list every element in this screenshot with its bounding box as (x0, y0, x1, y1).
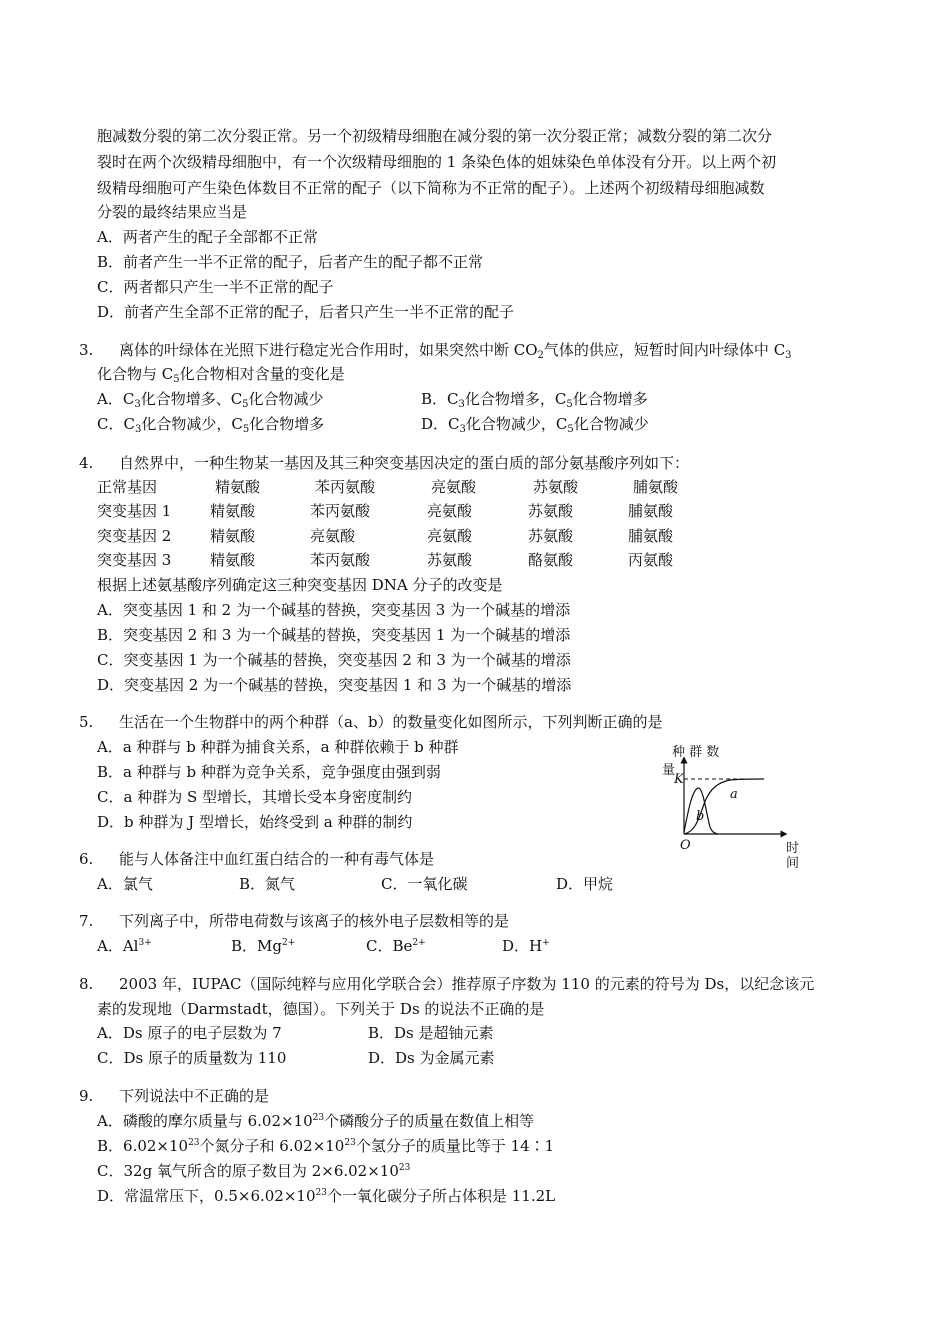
table-cell: 突变基因 1 (97, 502, 172, 520)
q3-option-d: D．$C_3$化合物减少，$C_5$化合物减少 (421, 415, 649, 435)
q9-number: 9. (79, 1087, 94, 1105)
q3-stem: 离体的叶绿体在光照下进行稳定光合作用时，如果突然中断 $CO_2$气体的供应，短暂时间内叶绿体中 $C_3$ (119, 341, 792, 361)
q6-stem: 能与人体备注中血红蛋白结合的一种有毒气体是 (119, 850, 435, 868)
table-cell: 苏氨酸 (533, 478, 579, 496)
q7-option-d: D．H+ (502, 937, 550, 955)
q7-option-b: B．$Mg^{2+}$ (231, 937, 296, 955)
graph-xlabel: 时 (786, 841, 800, 856)
continuation-line-2: 裂时在两个次级精母细胞中，有一个次级精母细胞的 1 条染色体的姐妹染色单体没有分开。以上两个初 (97, 153, 777, 171)
q6-option-d: D．甲烷 (556, 875, 614, 893)
q3-option-a: A．$C_3$化合物增多、$C_5$化合物减少 (97, 390, 324, 410)
q7-stem: 下列离子中，所带电荷数与该离子的核外电子层数相等的是 (119, 912, 510, 930)
table-cell: 精氨酸 (210, 551, 256, 569)
q5-option-a: A．a 种群与 b 种群为捕食关系，a 种群依赖于 b 种群 (97, 738, 459, 756)
q5-option-b: B．a 种群与 b 种群为竞争关系，竞争强度由强到弱 (97, 763, 441, 781)
q6-option-b: B．氮气 (239, 875, 296, 893)
continuation-line-3: 级精母细胞可产生染色体数目不正常的配子（以下简称为不正常的配子）。上述两个初级精母细胞减数 (97, 179, 765, 197)
table-cell: 亮氨酸 (427, 527, 473, 545)
graph-ylabel: 种 群 数 (672, 745, 720, 760)
q7-option-c: C．$Be^{2+}$ (366, 937, 426, 955)
table-cell: 苯丙氨酸 (315, 478, 376, 496)
table-cell: 精氨酸 (215, 478, 261, 496)
q3-option-c: C．$C_3$化合物减少，$C_5$化合物增多 (97, 415, 325, 435)
q9-option-b: B．$6.02\times 10^{23}$个氮分子和 $6.02\times 10^{23}$个氢分子的质量比等于 14∶1 (97, 1137, 555, 1155)
table-cell: 脯氨酸 (628, 502, 674, 520)
graph-ylabel-2: 量 (662, 763, 676, 778)
q4-option-c: C．突变基因 1 为一个碱基的替换，突变基因 2 和 3 为一个碱基的增添 (97, 651, 571, 669)
table-cell: 精氨酸 (210, 527, 256, 545)
table-cell: 苯丙氨酸 (310, 502, 371, 520)
population-graph (660, 742, 810, 872)
table-cell: 亮氨酸 (431, 478, 477, 496)
q8-number: 8. (79, 975, 94, 993)
q2-option-b: B．前者产生一半不正常的配子，后者产生的配子都不正常 (97, 253, 484, 271)
table-cell: 正常基因 (97, 478, 158, 496)
origin-label: O (680, 838, 691, 853)
q7-number: 7. (79, 912, 94, 930)
q4-number: 4. (79, 454, 94, 472)
table-cell: 苯丙氨酸 (310, 551, 371, 569)
q8-option-b: B．Ds 是超铀元素 (368, 1024, 494, 1042)
q8-stem-line2: 素的发现地（Darmstadt，德国）。下列关于 Ds 的说法不正确的是 (97, 1000, 545, 1018)
q9-option-d: D．常温常压下，$0.5\times 6.02\times 10^{23}$个一氧化碳分子所占体积是 11.2L (97, 1187, 556, 1205)
q6-option-a: A．氯气 (97, 875, 153, 893)
q3-number: 3. (79, 341, 94, 359)
q8-stem: 2003 年，IUPAC（国际纯粹与应用化学联合会）推荐原子序数为 110 的元素的符号为 Ds，以纪念该元 (119, 975, 815, 993)
q3-stem-line2: 化合物与 $C_5$化合物相对含量的变化是 (97, 365, 345, 385)
q3-option-b: B．$C_3$化合物增多，$C_5$化合物增多 (421, 390, 648, 410)
q4-option-b: B．突变基因 2 和 3 为一个碱基的替换，突变基因 1 为一个碱基的增添 (97, 626, 571, 644)
q5-option-d: D．b 种群为 J 型增长，始终受到 a 种群的制约 (97, 813, 413, 831)
table-cell: 亮氨酸 (310, 527, 356, 545)
q7-option-a: A．$Al^{3+}$ (97, 937, 152, 955)
continuation-line-4: 分裂的最终结果应当是 (97, 203, 248, 221)
table-cell: 亮氨酸 (427, 502, 473, 520)
q4-question: 根据上述氨基酸序列确定这三种突变基因 DNA 分子的改变是 (97, 576, 503, 594)
q5-stem: 生活在一个生物群中的两个种群（a、b）的数量变化如图所示，下列判断正确的是 (119, 713, 663, 731)
continuation-line-1: 胞减数分裂的第二次分裂正常。另一个初级精母细胞在减分裂的第一次分裂正常；减数分裂的第二次分 (97, 127, 773, 145)
table-cell: 丙氨酸 (628, 551, 674, 569)
table-cell: 精氨酸 (210, 502, 256, 520)
q9-stem: 下列说法中不正确的是 (119, 1087, 270, 1105)
curve-b-label: b (696, 809, 705, 824)
graph-xlabel-2: 间 (786, 856, 800, 871)
table-cell: 苏氨酸 (427, 551, 473, 569)
q4-option-a: A．突变基因 1 和 2 为一个碱基的替换，突变基因 3 为一个碱基的增添 (97, 601, 571, 619)
table-cell: 脯氨酸 (633, 478, 679, 496)
table-cell: 酪氨酸 (528, 551, 574, 569)
q2-option-d: D．前者产生全部不正常的配子，后者只产生一半不正常的配子 (97, 303, 515, 321)
q8-option-c: C．Ds 原子的质量数为 110 (97, 1049, 287, 1067)
q8-option-a: A．Ds 原子的电子层数为 7 (97, 1024, 282, 1042)
table-cell: 突变基因 3 (97, 551, 172, 569)
q5-option-c: C．a 种群为 S 型增长，其增长受本身密度制约 (97, 788, 413, 806)
q8-option-d: D．Ds 为金属元素 (368, 1049, 495, 1067)
q4-stem: 自然界中，一种生物某一基因及其三种突变基因决定的蛋白质的部分氨基酸序列如下： (119, 454, 690, 472)
q2-option-c: C．两者都只产生一半不正常的配子 (97, 278, 334, 296)
curve-a-label: a (730, 787, 738, 802)
q5-number: 5. (79, 713, 94, 731)
q9-option-a: A．磷酸的摩尔质量与 $6.02\times 10^{23}$个磷酸分子的质量在数值上相等 (97, 1112, 535, 1130)
q2-option-a: A．两者产生的配子全部都不正常 (97, 228, 318, 246)
table-cell: 突变基因 2 (97, 527, 172, 545)
table-cell: 苏氨酸 (528, 527, 574, 545)
q6-option-c: C．一氧化碳 (381, 875, 468, 893)
k-label: K (674, 772, 684, 787)
q6-number: 6. (79, 850, 94, 868)
q9-option-c: C．32g 氧气所含的原子数目为 $2\times 6.02\times 10^{23}$ (97, 1162, 411, 1180)
curve-a (684, 779, 764, 834)
table-cell: 脯氨酸 (628, 527, 674, 545)
q4-option-d: D．突变基因 2 为一个碱基的替换，突变基因 1 和 3 为一个碱基的增添 (97, 676, 572, 694)
table-cell: 苏氨酸 (528, 502, 574, 520)
